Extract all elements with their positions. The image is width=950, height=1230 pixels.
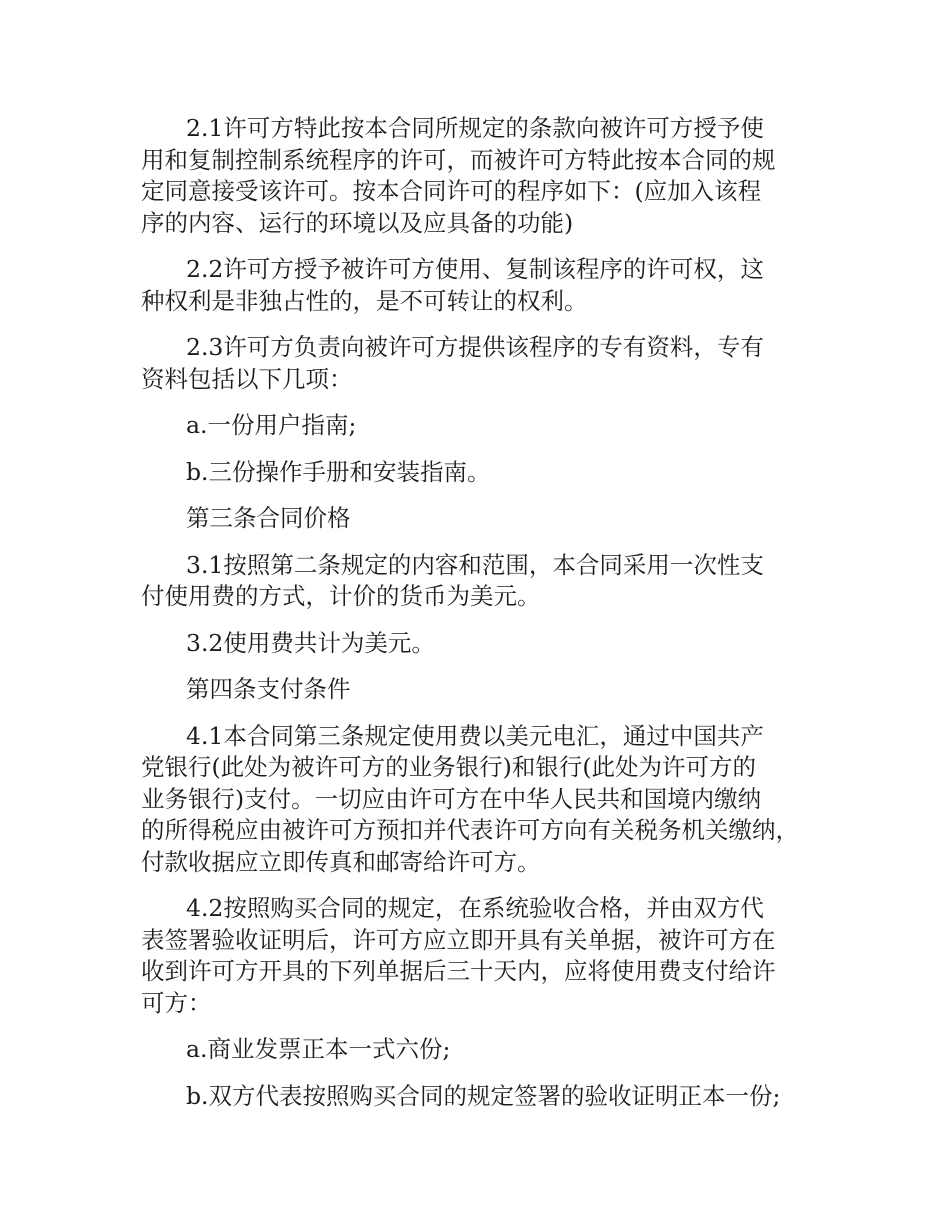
text-line: a.商业发票正本一式六份;: [186, 1035, 451, 1063]
paragraph-2-1: [141, 113, 831, 239]
list-item-b-manuals: [141, 457, 831, 489]
section-heading-article-4: [141, 674, 831, 706]
text-line: 业务银行)支付。一切应由许可方在中华人民共和国境内缴纳: [141, 784, 762, 813]
text-line: 资料包括以下几项：: [141, 364, 353, 393]
paragraph-4-2: [141, 893, 831, 1019]
text-line: a.一份用户指南;: [186, 411, 357, 439]
text-line: 2.2许可方授予被许可方使用、复制该程序的许可权，这: [186, 255, 764, 283]
list-item-a-user-guide: [141, 410, 831, 442]
paragraph-2-3: [141, 332, 831, 395]
list-item-b-acceptance-certificate: [141, 1081, 831, 1113]
document-body: [141, 113, 831, 1127]
text-line: 定同意接受该许可。按本合同许可的程序如下：(应加入该程: [141, 177, 762, 205]
text-line: 用和复制控制系统程序的许可，而被许可方特此按本合同的规: [141, 145, 776, 174]
text-line: 第四条支付条件: [186, 675, 351, 703]
text-line: b.三份操作手册和安装指南。: [186, 457, 491, 486]
paragraph-2-2: [141, 254, 831, 317]
section-heading-article-3: [141, 503, 831, 535]
paragraph-3-1: [141, 550, 831, 613]
text-line: 3.2使用费共计为美元。: [186, 628, 435, 657]
text-line: 表签署验收证明后，许可方应立即开具有关单据，被许可方在: [141, 925, 776, 954]
text-line: 3.1按照第二条规定的内容和范围，本合同采用一次性支: [186, 550, 764, 579]
text-line: 收到许可方开具的下列单据后三十天内，应将使用费支付给许: [141, 957, 776, 985]
paragraph-3-2: [141, 628, 831, 660]
text-line: 4.2按照购买合同的规定，在系统验收合格，并由双方代: [186, 894, 764, 922]
text-line: 党银行(此处为被许可方的业务银行)和银行(此处为许可方的: [141, 753, 757, 781]
text-line: 可方：: [141, 988, 212, 1017]
text-line: 序的内容、运行的环境以及应具备的功能): [141, 208, 574, 237]
text-line: 付使用费的方式，计价的货币为美元。: [141, 582, 541, 610]
text-line: 2.1许可方特此按本合同所规定的条款向被许可方授予使: [186, 114, 764, 142]
paragraph-4-1: [141, 721, 831, 879]
text-line: 种权利是非独占性的，是不可转让的权利。: [141, 286, 588, 315]
text-line: 4.1本合同第三条规定使用费以美元电汇，通过中国共产: [186, 721, 764, 750]
text-line: b.双方代表按照购买合同的规定签署的验收证明正本一份;: [186, 1081, 781, 1110]
text-line: 付款收据应立即传真和邮寄给许可方。: [141, 847, 541, 876]
text-line: 2.3许可方负责向被许可方提供该程序的专有资料，专有: [186, 333, 764, 361]
text-line: 第三条合同价格: [186, 504, 351, 532]
text-line: 的所得税应由被许可方预扣并代表许可方向有关税务机关缴纳，: [141, 816, 799, 844]
list-item-a-invoice: [141, 1034, 831, 1066]
